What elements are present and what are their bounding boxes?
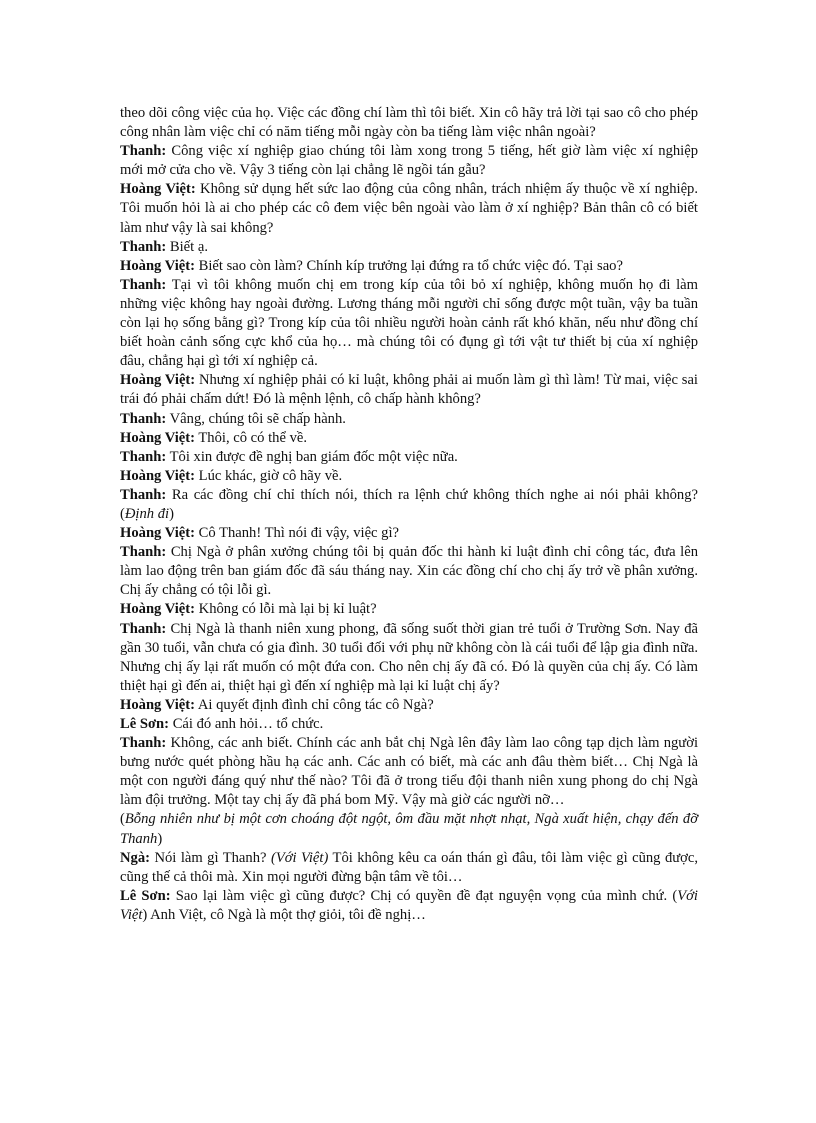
dialogue-paragraph bbox=[120, 620, 698, 696]
dialogue-text: Ra các đồng chí chỉ thích nói, thích ra lệnh chứ không thích nghe ai nói phải không? ( bbox=[120, 486, 698, 522]
dialogue-paragraph bbox=[120, 486, 698, 524]
dialogue-text: Sao lại làm việc gì cũng được? Chị có quyền đề đạt nguyện vọng của mình chứ. ( bbox=[170, 887, 678, 904]
dialogue-paragraph bbox=[120, 600, 698, 619]
dialogue-paragraph bbox=[120, 429, 698, 448]
speaker-name: Hoàng Việt: bbox=[120, 601, 195, 618]
dialogue-text: Chị Ngà là thanh niên xung phong, đã sống suốt thời gian trẻ tuổi ở Trường Sơn. Nay đã gần 30 tuổi, vẫn chưa có gia đình. 30 tuổi đối với phụ nữ không còn là cái tuổi để lập gia đình nữa. Nhưng chị ấy lại rất muốn có một đứa con. Cho nên chị ấy đã có. Đó là quyền của chị ấy. Có làm thiệt hại gì đến ai, thiệt hại gì đến xí nghiệp mà lại kỉ luật chị ấy? bbox=[120, 620, 698, 694]
dialogue-paragraph bbox=[120, 715, 698, 734]
document-page bbox=[120, 104, 698, 925]
dialogue-text: Không, các anh biết. Chính các anh bắt chị Ngà lên đây làm lao công tạp dịch làm người bưng nước quét phòng hầu hạ các anh. Các anh có biết, mà các anh đâu thèm biết… Chị Ngà là một con người đáng quý như thế nào? Tôi đã ở trong tiểu đội thanh niên xung phong do chị Ngà làm đội trưởng. Một tay chị ấy đã phá bom Mỹ. Vậy mà giờ các người nỡ… bbox=[120, 735, 698, 809]
dialogue-paragraph bbox=[120, 257, 698, 276]
dialogue-text: Nhưng xí nghiệp phải có kỉ luật, không phải ai muốn làm gì thì làm! Từ mai, việc sai trái đó phải chấm dứt! Đó là mệnh lệnh, cô chấp hành không? bbox=[120, 372, 698, 408]
dialogue-text: Chị Ngà ở phân xưởng chúng tôi bị quản đốc thi hành kỉ luật đình chỉ công tác, đưa lên làm lao động trên ban giám đốc đã sáu tháng nay. Xin các đồng chí cho chị ấy trở về phân xưởng. Chị ấy chẳng có tội lỗi gì. bbox=[120, 544, 698, 599]
stage-direction: (Với Việt) bbox=[270, 849, 329, 866]
dialogue-paragraph bbox=[120, 142, 698, 180]
speaker-name: Hoàng Việt: bbox=[120, 467, 195, 484]
dialogue-text: ) bbox=[169, 505, 174, 522]
dialogue-text: Vâng, chúng tôi sẽ chấp hành. bbox=[166, 410, 346, 427]
dialogue-text: ( bbox=[120, 811, 125, 828]
dialogue-paragraph bbox=[120, 734, 698, 810]
dialogue-paragraph bbox=[120, 849, 698, 887]
speaker-name: Hoàng Việt: bbox=[120, 429, 195, 446]
dialogue-paragraph bbox=[120, 371, 698, 409]
speaker-name: Hoàng Việt: bbox=[120, 181, 196, 198]
stage-direction: Bỗng nhiên như bị một cơn choáng đột ngột, ôm đầu mặt nhợt nhạt, Ngà xuất hiện, chạy đến đỡ Thanh bbox=[120, 811, 698, 847]
speaker-name: Thanh: bbox=[120, 448, 167, 465]
speaker-name: Hoàng Việt: bbox=[120, 257, 195, 274]
speaker-name: Thanh: bbox=[120, 410, 167, 427]
dialogue-text: theo dõi công việc của họ. Việc các đồng chí làm thì tôi biết. Xin cô hãy trả lời tại sao cô cho phép công nhân làm việc chỉ có năm tiếng mỗi ngày còn ba tiếng làm việc nhân ngoài? bbox=[120, 105, 698, 141]
dialogue-text: Nói làm gì Thanh? bbox=[150, 849, 271, 866]
dialogue-paragraph bbox=[120, 524, 698, 543]
dialogue-paragraph bbox=[120, 810, 698, 848]
stage-direction: Định đi bbox=[124, 505, 170, 522]
dialogue-text: Ai quyết định đình chỉ công tác cô Ngà? bbox=[195, 696, 434, 713]
dialogue-paragraph bbox=[120, 467, 698, 486]
dialogue-paragraph bbox=[120, 448, 698, 467]
speaker-name: Thanh: bbox=[120, 276, 167, 293]
dialogue-text: Thôi, cô có thể về. bbox=[195, 429, 307, 446]
dialogue-paragraph bbox=[120, 887, 698, 925]
speaker-name: Thanh: bbox=[120, 735, 167, 752]
dialogue-text: Không sử dụng hết sức lao động của công nhân, trách nhiệm ấy thuộc về xí nghiệp. Tôi muốn hỏi là ai cho phép các cô đem việc bên ngoài vào làm ở xí nghiệp? Bản thân cô có biết làm như vậy là sai không? bbox=[120, 181, 698, 236]
dialogue-text: Tôi không kêu ca oán thán gì đâu, tôi làm việc gì cũng được, cũng thế cả thôi mà. Xin mọi người đừng bận tâm về tôi… bbox=[120, 849, 698, 885]
dialogue-paragraph bbox=[120, 696, 698, 715]
dialogue-paragraph bbox=[120, 104, 698, 142]
dialogue-paragraph bbox=[120, 410, 698, 429]
speaker-name: Lê Sơn: bbox=[120, 716, 170, 732]
speaker-name: Lê Sơn: bbox=[120, 887, 171, 904]
speaker-name: Thanh: bbox=[120, 544, 167, 561]
speaker-name: Hoàng Việt: bbox=[120, 696, 195, 713]
dialogue-text: Công việc xí nghiệp giao chúng tôi làm xong trong 5 tiếng, hết giờ làm việc xí nghiệp mới mở cửa cho về. Vậy 3 tiếng còn lại chẳng lẽ ngồi tán gẫu? bbox=[120, 143, 698, 179]
dialogue-text: Biết ạ. bbox=[166, 238, 208, 255]
dialogue-text: ) bbox=[157, 830, 163, 847]
dialogue-text: Biết sao còn làm? Chính kíp trưởng lại đứng ra tổ chức việc đó. Tại sao? bbox=[195, 257, 623, 274]
dialogue-text: ) Anh Việt, cô Ngà là một thợ giỏi, tôi đề nghị… bbox=[142, 906, 426, 923]
dialogue-paragraph bbox=[120, 276, 698, 371]
speaker-name: Thanh: bbox=[120, 486, 167, 503]
dialogue-text: Lúc khác, giờ cô hãy về. bbox=[195, 467, 343, 484]
dialogue-paragraph bbox=[120, 238, 698, 257]
dialogue-text: Tại vì tôi không muốn chị em trong kíp của tôi bỏ xí nghiệp, không muốn họ đi làm những việc không hay ngoài đường. Lương tháng mỗi người chỉ sống được một tuần, vậy ba tuần còn lại họ sống bằng gì? Trong kíp của tôi nhiều người hoàn cảnh rất khó khăn, nếu như đồng chí biết hoàn cảnh sống cực khổ của họ… mà chúng tôi có đụng gì tới vật tư thiết bị của xí nghiệp đâu, chẳng hại gì tới xí nghiệp cả. bbox=[120, 276, 698, 370]
speaker-name: Thanh: bbox=[120, 143, 167, 160]
dialogue-paragraph bbox=[120, 180, 698, 237]
dialogue-text: Cô Thanh! Thì nói đi vậy, việc gì? bbox=[195, 525, 400, 542]
speaker-name: Thanh: bbox=[120, 620, 167, 637]
dialogue-paragraph bbox=[120, 543, 698, 600]
speaker-name: Thanh: bbox=[120, 238, 167, 255]
dialogue-text: Tôi xin được đề nghị ban giám đốc một việc nữa. bbox=[166, 448, 458, 465]
dialogue-text: Không có lỗi mà lại bị kỉ luật? bbox=[195, 601, 377, 618]
speaker-name: Ngà: bbox=[120, 849, 150, 866]
dialogue-text: Cái đó anh hỏi… tổ chức. bbox=[169, 716, 324, 732]
speaker-name: Hoàng Việt: bbox=[120, 372, 196, 389]
speaker-name: Hoàng Việt: bbox=[120, 525, 195, 542]
stage-direction: Với Việt bbox=[120, 887, 698, 923]
